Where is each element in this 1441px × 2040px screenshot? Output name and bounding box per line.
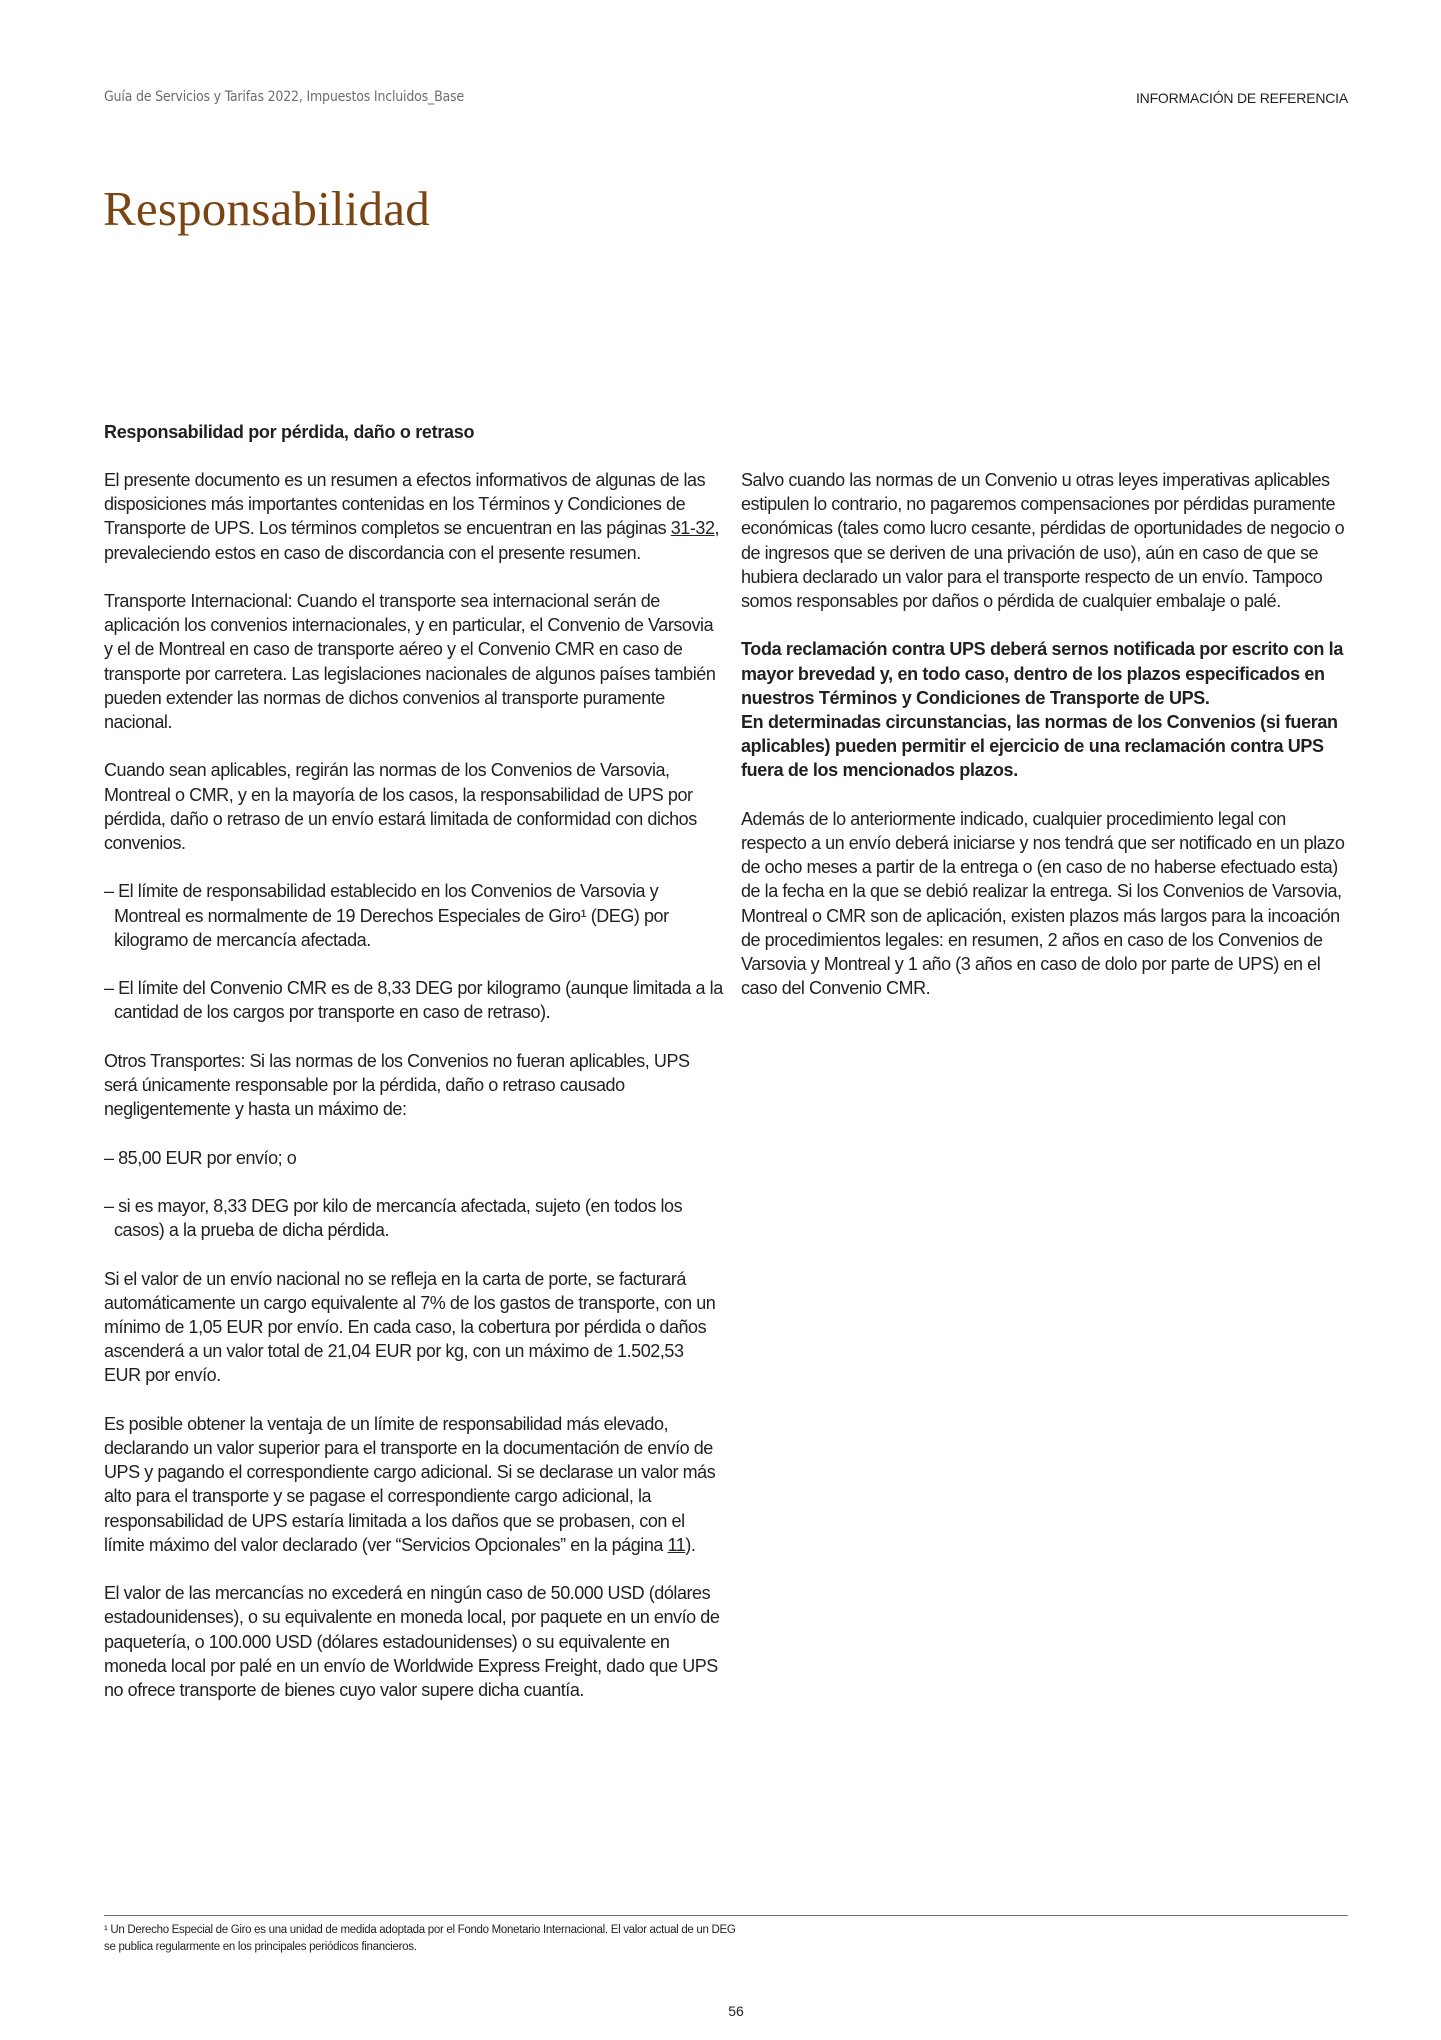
economic-loss-paragraph: Salvo cuando las normas de un Convenio u otras leyes imperativas aplicables estipulen lo contrario, no pagaremos compensaciones por pérdidas puramente económicas (tales como lucro cesante, pérdidas de oportunidades de negocio o de ingresos que se deriven de una privación de uso), aún en caso de que se hubiera declarado un valor para el transporte respecto de un envío. Tampoco somos responsables por daños o pérdida de cualquier embalaje o palé. [741,470,1345,612]
footnote: ¹ Un Derecho Especial de Giro es una unidad de medida adoptada por el Fondo Monetario Internacional. El valor actual de un DEG se publica regularmente en los principales periódicos financieros. [104,1924,736,1953]
right-column [741,468,1351,1025]
domestic-value-paragraph: Si el valor de un envío nacional no se refleja en la carta de porte, se facturará automáticamente un cargo equivalente al 7% de los gastos de transporte, con un mínimo de 1,05 EUR por envío. En cada caso, la cobertura por pérdida o daños ascenderá a un valor total de 21,04 EUR por kg, con un máximo de 1.502,53 EUR por envío. [104,1268,716,1386]
declared-value-text: Es posible obtener la ventaja de un límite de responsabilidad más elevado, declarando un valor superior para el transporte en la documentación de envío de UPS y pagando el correspondiente cargo adicional. Si se declarase un valor más alto para el transporte y se pagase el correspondiente cargo adicional, la responsabilidad de UPS estaría limitada a los daños que se probasen, con el límite máximo del valor declarado (ver “Servicios Opcionales” en la página [104,1413,716,1555]
max-value-paragraph: El valor de las mercancías no excederá en ningún caso de 50.000 USD (dólares estadounidenses), o su equivalente en moneda local, por paquete en un envío de paquetería, o 100.000 USD (dólares estadounidenses) o su equivalente en moneda local por palé en un envío de Worldwide Express Freight, dado que UPS no ofrece transporte de bienes cuyo valor supere dicha cuantía. [104,1583,720,1700]
claims-notice-text: Toda reclamación contra UPS deberá sernos notificada por escrito con la mayor brevedad y, en todo caso, dentro de los plazos especificados en nuestros Términos y Condiciones de Transporte de UPS. [741,639,1343,708]
claims-notice-paragraph [741,637,1351,782]
legal-proceedings-paragraph: Además de lo anteriormente indicado, cualquier procedimiento legal con respecto a un envío deberá iniciarse y nos tendrá que ser notificado en un plazo de ocho meses a partir de la entrega o (en caso de no haberse efectuado esta) de la fecha en la que se debió realizar la entrega. Si los Convenios de Varsovia, Montreal o CMR son de aplicación, existen plazos más largos para la incoación de procedimientos legales: en resumen, 2 años en caso de los Convenios de Varsovia y Montreal y 1 año (3 años en caso de dolo por parte de UPS) en el caso del Convenio CMR. [741,808,1345,999]
list-item: – El límite de responsabilidad establecido en los Convenios de Varsovia y Montreal es normalmente de 19 Derechos Especiales de Giro¹ (DEG) por kilogramo de mercancía afectada. [104,881,669,950]
left-column [104,420,724,1726]
page-number: 56 [728,2003,744,2019]
declared-value-paragraph [104,1412,724,1557]
intro-paragraph [104,468,724,565]
intro-text-end: , prevaleciendo estos en caso de discordancia con el presente resumen. [104,518,720,563]
international-transport-paragraph: Transporte Internacional: Cuando el transporte sea internacional serán de aplicación los convenios internacionales, y en particular, el Convenio de Varsovia y el de Montreal en caso de transporte aéreo y el Convenio CMR en caso de transporte por carretera. Las legislaciones nacionales de algunos países también pueden extender las normas de dichos convenios al transporte puramente nacional. [104,591,716,733]
list-item: – si es mayor, 8,33 DEG por kilo de mercancía afectada, sujeto (en todos los casos) a la prueba de dicha pérdida. [104,1195,683,1241]
conventions-paragraph: Cuando sean aplicables, regirán las normas de los Convenios de Varsovia, Montreal o CMR, y en la mayoría de los casos, la responsabilidad de UPS por pérdida, daño o retraso de un envío estará limitada de conformidad con dichos convenios. [104,760,697,854]
list-item: – 85,00 EUR por envío; o [104,1147,297,1168]
document-name: Guía de Servicios y Tarifas 2022, Impuestos Incluidos_Base [104,89,464,105]
footnote-divider [104,1915,1348,1916]
other-transport-paragraph: Otros Transportes: Si las normas de los Convenios no fueran aplicables, UPS será únicamente responsable por la pérdida, daño o retraso causado negligentemente y hasta un máximo de: [104,1050,690,1120]
terms-pages-link[interactable]: 31-32 [670,518,715,539]
list-item: – El límite del Convenio CMR es de 8,33 DEG por kilogramo (aunque limitada a la cantidad de los cargos por transporte en caso de retraso). [104,978,723,1023]
section-label: INFORMACIÓN DE REFERENCIA [1135,90,1348,106]
intro-text: El presente documento es un resumen a efectos informativos de algunas de las disposiciones más importantes contenidas en los Términos y Condiciones de Transporte de UPS. Los términos completos se encuentran en las páginas [104,470,706,539]
page-title: Responsabilidad [103,181,430,236]
section-heading: Responsabilidad por pérdida, daño o retraso [104,422,475,442]
optional-services-page-link[interactable]: 11 [667,1534,686,1555]
declared-value-text-end: ). [685,1534,696,1555]
claims-exception-text: En determinadas circunstancias, las normas de los Convenios (si fueran aplicables) pueden permitir el ejercicio de una reclamación contra UPS fuera de los mencionados plazos. [741,712,1338,781]
